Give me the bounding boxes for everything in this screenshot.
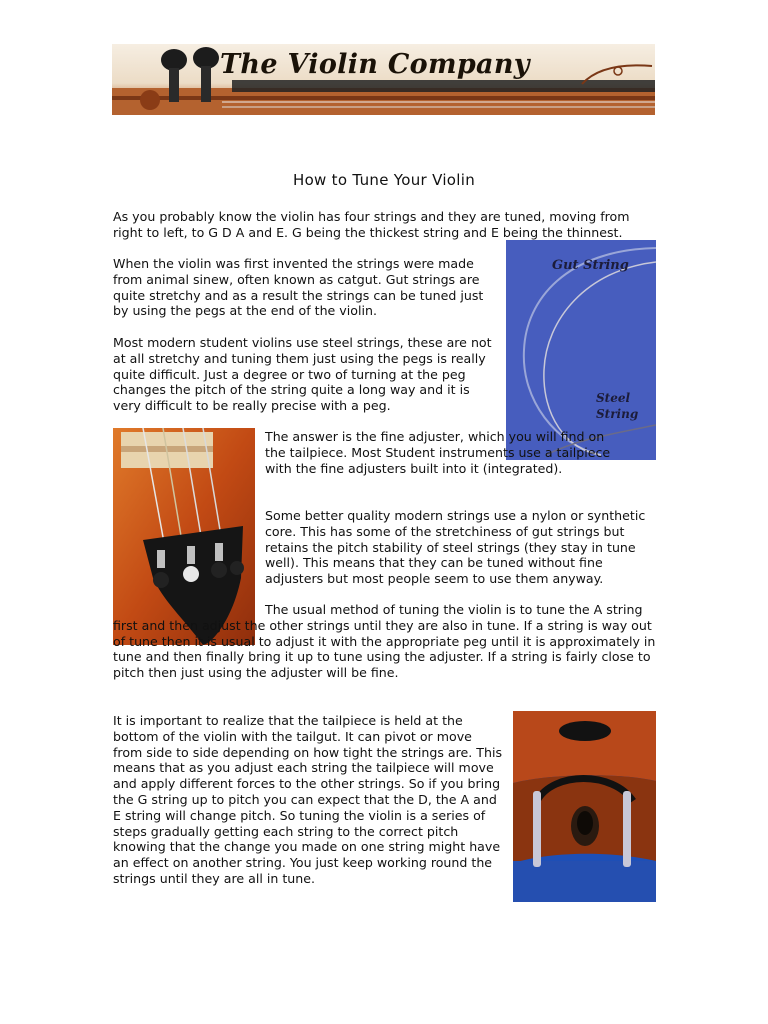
tuning-method-paragraph: The usual method of tuning the violin is to tune the A string first and then adjust the other strings until they are also in tune. If a string is way out of tune then it is usual to adjust it with the appropriate peg until it is approximately in tune and then finally bring it up to tune using the adjuster. If a string is fairly close to pitch then just using the adjuster will be fine. xyxy=(113,602,656,681)
gut-string-label: Gut String xyxy=(552,258,629,273)
string-label: String xyxy=(596,407,639,421)
gut-and-steel-strings-image xyxy=(506,240,656,460)
steel-label: Steel xyxy=(596,391,631,405)
intro-paragraph: As you probably know the violin has four strings and they are tuned, moving from right to left, to G D A and E. G being the thickest string and E being the thinnest. xyxy=(113,209,630,240)
steel-strings-paragraph: Most modern student violins use steel strings, these are not at all stretchy and tuning them just using the pegs is really quite difficult. Just a degree or two of turning at the peg changes the pitch of the string quite a long way and it is very difficult to be really precise with a peg. xyxy=(113,335,492,414)
header-banner xyxy=(112,44,655,115)
tailpiece-pivot-paragraph: It is important to realize that the tailpiece is held at the bottom of the violin with the tailgut. It can pivot or move from side to side depending on how tight the strings are. This means that as you adjust each string the tailpiece will move and apply different forces to the other strings. So if you bring the G string up to pitch you can expect that the D, the A and E string will change pitch. So tuning the violin is a series of steps gradually getting each string to the correct pitch knowing that the change you made on one string might have an effect on another string. You just keep working round the strings until they are all in tune. xyxy=(113,713,503,886)
strings-photo xyxy=(506,240,656,460)
fine-adjuster-paragraph: The answer is the fine adjuster, which you will find on the tailpiece. Most Student instruments use a tailpiece with the fine adjusters built into it (integrated). xyxy=(265,429,611,476)
synthetic-strings-paragraph: Some better quality modern strings use a nylon or synthetic core. This has some of the stretchiness of gut strings but retains the pitch stability of steel strings (they stay in tune well). This means that they can be tuned without fine adjusters but most people seem to use them anyway. xyxy=(265,508,646,587)
tailgut-end-button-image xyxy=(513,711,656,902)
banner-title: The Violin Company xyxy=(220,49,530,80)
catgut-paragraph: When the violin was first invented the strings were made from animal sinew, often known as catgut. Gut strings are quite stretchy and as a result the strings can be tuned just by using the pegs at the end of the violin. xyxy=(113,256,484,319)
page-title: How to Tune Your Violin xyxy=(292,171,476,189)
tailgut-photo xyxy=(513,711,656,902)
